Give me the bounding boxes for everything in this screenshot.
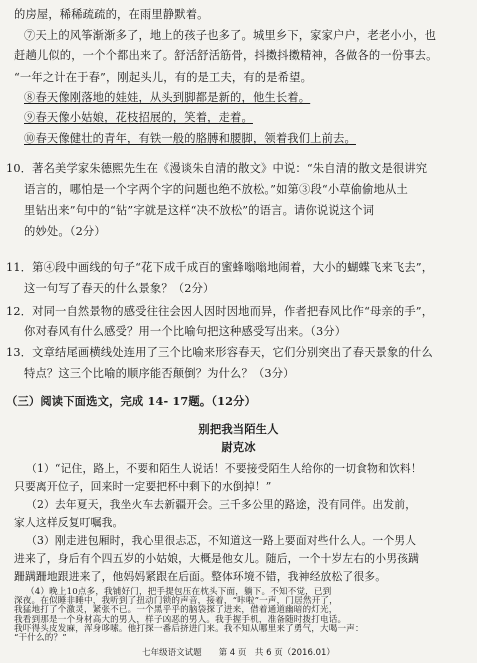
underlined-passage-line: ⑩春天像健壮的青年，有铁一般的胳膊和腰脚，领着我们上前去。 (24, 132, 356, 145)
passage-line: 的房屋，稀稀疏疏的，在雨里静默着。 (14, 8, 209, 21)
article-paragraph-line: “干什么的？” (14, 633, 67, 643)
article-paragraph-line: 进来了，身后有个四五岁的小姑娘，大概是他女儿。随后，一个十岁左右的小男孩蹒 (14, 552, 420, 565)
article-author: 尉克冰 (221, 440, 256, 454)
article-paragraph-line: （3）刚走进包厢时，我心里很忐忑，不知道这一路上要面对些什么人。一个男人 (26, 534, 417, 547)
passage-line: ⑦天上的风筝渐渐多了，地上的孩子也多了。城里乡下，家家户户，老老小小，也 (24, 29, 437, 42)
page-footer: 七年级语文试题 第 4 页 共 6 页（2016.01） (142, 648, 335, 658)
underlined-passage-line: ⑨春天像小姑娘，花枝招展的，笑着，走着。 (24, 111, 253, 124)
article-title: 别把我当陌生人 (198, 422, 279, 436)
article-paragraph-line: 我吓得头皮发麻，浑身哆嗦。他打探一番后挤进门来。我不知从哪里来了勇气，大喝一声： (14, 623, 364, 634)
question-10-line: 里钻出来”句中的“钻”字就是这样“决不放松”的语言。请你说说这个词 (24, 204, 375, 217)
passage-line: 赶趟儿似的，一个个都出来了。舒活舒活筋骨，抖擞抖擞精神，各做各的一份事去。 (14, 49, 438, 62)
article-paragraph-line: 家人这样反复叮嘱我。 (14, 516, 124, 529)
article-paragraph-line: 深夜。在似睡非睡中，我听到了扭动门锁的声音，接着，“咔啦”一声，门居然开了， (14, 596, 338, 607)
article-paragraph-line: （2）去年夏天，我坐火车去新疆开会。三千多公里的路途，没有同伴。出发前， (26, 498, 417, 511)
question-10: 10．著名美学家朱德熙先生在《漫谈朱自清的散文》中说：“朱自清的散文是很讲究 (6, 162, 428, 175)
question-11-line: 这一句写了春天的什么景象？（2分） (24, 282, 215, 295)
article-paragraph-line: （1）“记住，路上，不要和陌生人说话！不要接受陌生人给你的一切食物和饮料！ (26, 462, 422, 475)
article-paragraph-line: 跚蹒跚地跟进来了，他妈妈紧跟在后面。整体环境不错，我神经放松了很多。 (14, 570, 387, 583)
question-13: 13．文章结尾画横线处连用了三个比喻来形容春天，它们分别突出了春天景象的什么 (6, 346, 433, 359)
article-paragraph-line: 我看到那是一个身材高大的男人，样子凶恶的男人。我手握手机，准备随时拨打电话。 (14, 614, 347, 625)
question-10-line: 语言的，哪怕是一个字两个字的问题也绝不放松。”如第③段“小草偷偷地从土 (24, 183, 408, 196)
question-12-line: 你对春风有什么感受？用一个比喻句把这种感受写出来。（3分） (24, 325, 347, 338)
passage-line: “一年之计在于春”，刚起头儿，有的是工夫，有的是希望。 (14, 71, 313, 84)
article-paragraph-line: （4）晚上10点多，我铺好门，把手提包压在枕头下面，躺下。不知不觉，已到 (26, 587, 332, 597)
underlined-passage-line: ⑧春天像刚落地的娃娃，从头到脚都是新的，他生长着。 (24, 91, 311, 104)
question-11: 11．第④段中画线的句子“花下成千成百的蜜蜂嗡嗡地闹着，大小的蝴蝶飞来飞去”， (6, 261, 434, 274)
question-13-line: 特点？这三个比喻的顺序能否颠倒？为什么？（3分） (24, 367, 295, 380)
section-heading: （三）阅读下面选文，完成 14- 17题。（12分） (6, 394, 257, 408)
article-paragraph-line: 只要离开位子，回来时一定要把杯中剩下的水倒掉！” (14, 480, 272, 493)
question-12: 12．对同一自然景物的感受往往会因人因时因地而异，作者把春风比作“母亲的手”， (6, 305, 434, 318)
question-10-line: 的妙处。（2分） (24, 225, 106, 238)
article-paragraph-line: 我猛地打了个激灵，紧张不已。一个黑乎乎的脑袋探了进来，借着通道幽暗的灯光， (14, 605, 338, 616)
